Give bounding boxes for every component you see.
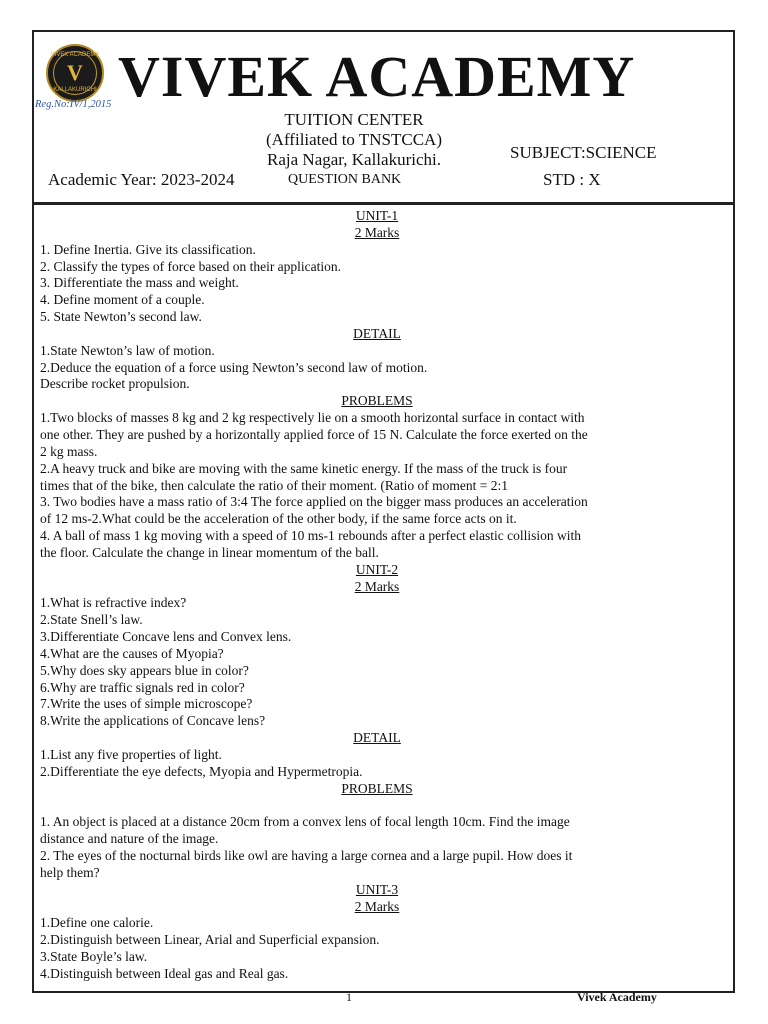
question-line: Describe rocket propulsion. xyxy=(40,376,190,392)
question-line: 2.State Snell’s law. xyxy=(40,612,143,628)
question-line: 5.Why does sky appears blue in color? xyxy=(40,662,249,678)
question-line: 4.Distinguish between Ideal gas and Real gas. xyxy=(40,965,289,981)
logo-text-bottom: KALLAKURICHI xyxy=(53,87,97,93)
question-line: 3.Differentiate Concave lens and Convex lens. xyxy=(40,629,292,645)
section-two-marks: 2 Marks xyxy=(354,898,400,914)
question-line: 1.Define one calorie. xyxy=(40,915,154,931)
tuition-center-line: TUITION CENTER xyxy=(284,110,424,129)
question-content xyxy=(40,208,714,983)
standard-label: STD : X xyxy=(543,170,601,189)
question-line: 4. Define moment of a couple. xyxy=(40,292,205,308)
blank-line xyxy=(40,798,714,815)
question-line: 7.Write the uses of simple microscope? xyxy=(40,696,253,712)
section-detail: DETAIL xyxy=(353,325,401,341)
question-line: 8.Write the applications of Concave lens? xyxy=(40,713,266,729)
unit-title: UNIT-3 xyxy=(355,881,399,897)
section-two-marks: 2 Marks xyxy=(354,224,400,240)
header-center-block xyxy=(234,110,474,170)
academy-title: VIVEK ACADEMY xyxy=(118,44,636,109)
section-problems: PROBLEMS xyxy=(341,393,413,409)
question-line: help them? xyxy=(40,864,100,880)
subject-label: SUBJECT:SCIENCE xyxy=(510,143,657,162)
question-line: 1.What is refractive index? xyxy=(40,595,187,611)
logo-text-top: VIVEK ACADEMY xyxy=(50,52,100,58)
question-line: of 12 ms-2.What could be the acceleration of the other body, if the same force acts on it. xyxy=(40,511,517,527)
question-line: 2. The eyes of the nocturnal birds like owl are having a large cornea and a large pupil. How does it xyxy=(40,848,573,864)
question-line: 3.State Boyle’s law. xyxy=(40,949,148,965)
section-problems: PROBLEMS xyxy=(341,780,413,796)
question-line: 1. Define Inertia. Give its classification. xyxy=(40,241,256,257)
question-line: 1.State Newton’s law of motion. xyxy=(40,342,215,358)
question-line: 3. Differentiate the mass and weight. xyxy=(40,275,239,291)
question-line: 4.What are the causes of Myopia? xyxy=(40,645,224,661)
question-line: 1.List any five properties of light. xyxy=(40,747,222,762)
registration-number: Reg.No:IV/1,2015 xyxy=(35,99,112,110)
address-line: Raja Nagar, Kallakurichi. xyxy=(267,150,441,169)
academy-logo xyxy=(46,44,104,102)
academic-year: Academic Year: 2023-2024 xyxy=(48,170,235,189)
logo-letter: V xyxy=(67,60,83,85)
unit-title: UNIT-2 xyxy=(355,561,399,577)
question-line: 2.Differentiate the eye defects, Myopia and Hypermetropia. xyxy=(40,763,363,779)
affiliation-line: (Affiliated to TNSTCCA) xyxy=(266,130,442,149)
question-line: 2.Deduce the equation of a force using Newton’s second law of motion. xyxy=(40,359,428,375)
question-line: 2.Distinguish between Linear, Arial and Superficial expansion. xyxy=(40,932,380,948)
question-line: distance and nature of the image. xyxy=(40,831,219,847)
section-two-marks: 2 Marks xyxy=(354,578,400,594)
question-line: 2 kg mass. xyxy=(40,443,98,459)
question-line: 1. An object is placed at a distance 20cm from a convex lens of focal length 10cm. Find the image xyxy=(40,814,570,830)
question-bank-label: QUESTION BANK xyxy=(288,172,402,187)
question-line: times that of the bike, then calculate the ratio of their moment. (Ratio of moment = 2:1 xyxy=(40,477,508,493)
question-line: 1.Two blocks of masses 8 kg and 2 kg respectively lie on a smooth horizontal surface in contact with xyxy=(40,410,585,426)
question-line: 6.Why are traffic signals red in color? xyxy=(40,679,245,695)
question-line: 2. Classify the types of force based on their application. xyxy=(40,258,342,274)
question-line: one other. They are pushed by a horizontally applied force of 15 N. Calculate the force exerted on the xyxy=(40,426,588,442)
unit-title: UNIT-1 xyxy=(355,208,399,223)
question-line: 4. A ball of mass 1 kg moving with a speed of 10 ms-1 rebounds after a perfect elastic collision with xyxy=(40,528,582,544)
question-line: 5. State Newton’s second law. xyxy=(40,309,202,325)
footer-brand: Vivek Academy xyxy=(577,990,657,1004)
page-header xyxy=(34,32,733,205)
section-detail: DETAIL xyxy=(353,730,401,746)
page-number: 1 xyxy=(346,990,352,1004)
question-line: 2.A heavy truck and bike are moving with the same kinetic energy. If the mass of the truck is four xyxy=(40,460,568,476)
question-line: the floor. Calculate the change in linear momentum of the ball. xyxy=(40,544,379,560)
question-line: 3. Two bodies have a mass ratio of 3:4 The force applied on the bigger mass produces an acceleration xyxy=(40,494,588,510)
